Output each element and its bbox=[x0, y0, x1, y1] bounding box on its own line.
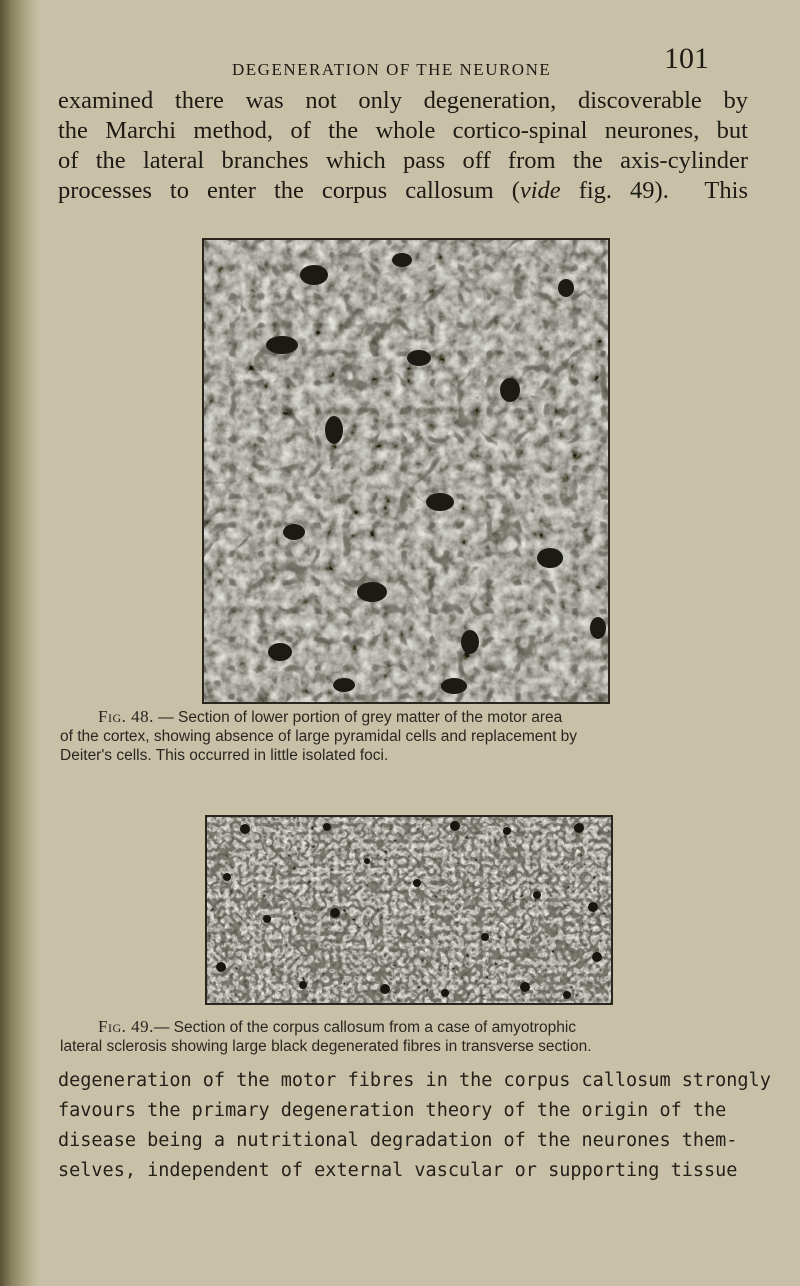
caption-text: — Section of the corpus callosum from a case of amyotrophic bbox=[153, 1019, 577, 1036]
micrograph-48-image bbox=[204, 240, 608, 702]
paragraph-line: of the lateral branches which pass off from the axis-cylinder bbox=[58, 147, 748, 174]
page-number: 101 bbox=[664, 42, 709, 75]
figure-label: Fig. 49. bbox=[98, 1017, 154, 1036]
paragraph-top bbox=[58, 86, 748, 206]
figure-label: Fig. 48. bbox=[98, 707, 154, 726]
caption-line: of the cortex, showing absence of large pyramidal cells and replacement by bbox=[60, 728, 577, 745]
running-head: DEGENERATION OF THE NEURONE bbox=[232, 60, 552, 79]
paragraph-line-last: processes to enter the corpus callosum (vide fig. 49). This bbox=[58, 177, 748, 204]
vide-italic: vide bbox=[519, 177, 561, 204]
paragraph-bottom bbox=[58, 1066, 771, 1186]
paragraph-line: examined there was not only degeneration, discoverable by bbox=[58, 87, 748, 114]
caption-first-line bbox=[60, 707, 750, 727]
paragraph-line: the Marchi method, of the whole cortico-spinal neurones, but bbox=[58, 117, 748, 144]
figure-48-micrograph bbox=[202, 238, 610, 704]
caption-line: lateral sclerosis showing large black degenerated fibres in transverse section. bbox=[60, 1038, 592, 1055]
figure-49-caption bbox=[60, 1017, 750, 1056]
figure-49-micrograph bbox=[205, 815, 613, 1005]
figure-48-caption bbox=[60, 707, 750, 765]
paragraph-line: favours the primary degeneration theory of the origin of the bbox=[58, 1100, 727, 1121]
caption-line: Deiter's cells. This occurred in little isolated foci. bbox=[60, 747, 389, 764]
paragraph-line: selves, independent of external vascular or supporting tissue bbox=[58, 1160, 738, 1181]
paragraph-line: disease being a nutritional degradation of the neurones them- bbox=[58, 1130, 738, 1151]
micrograph-49-image bbox=[207, 817, 611, 1003]
paragraph-line: degeneration of the motor fibres in the corpus callosum strongly bbox=[58, 1070, 771, 1091]
caption-first-line bbox=[60, 1017, 750, 1037]
caption-text: — Section of lower portion of grey matter of the motor area bbox=[153, 709, 563, 726]
